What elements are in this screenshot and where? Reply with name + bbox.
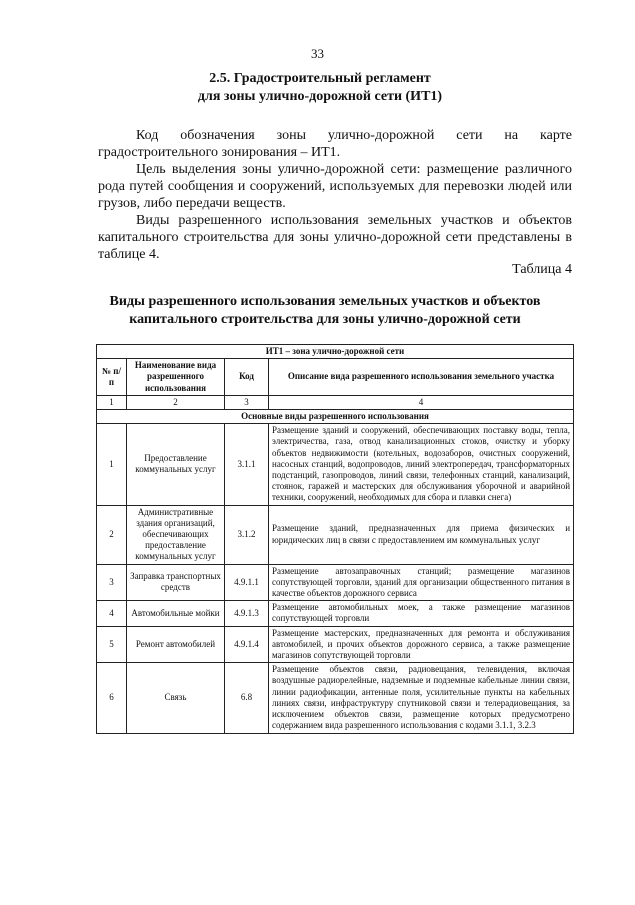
section-title: Основные виды разрешенного использования <box>97 410 574 424</box>
row-description: Размещение мастерских, предназначенных для ремонта и обслуживания автомобилей, и прочих объектов дорожного сервиса, а также размещение магазинов сопутствующей торговли <box>269 626 574 663</box>
section-heading-line-2: для зоны улично-дорожной сети (ИТ1) <box>197 89 443 104</box>
table-row <box>97 663 574 733</box>
section-row <box>97 410 574 424</box>
table-title-line-2: капитального строительства для зоны улично-дорожной сети <box>129 312 521 327</box>
row-description: Размещение объектов связи, радиовещания, телевидения, включая воздушные радиорелейные, надземные и подземные кабельные линии связи, линии радиофикации, антенные поля, усилительные пункты на кабельных линиях связи, инфраструктуру спутниковой связи и телерадиовещания, за исключением объектов связи, размещение которых предусмотрено содержанием вида разрешенного использования с кодами 3.1.1, 3.2.3 <box>269 663 574 733</box>
row-name: Связь <box>127 663 225 733</box>
column-number: 3 <box>225 395 269 409</box>
row-name: Ремонт автомобилей <box>127 626 225 663</box>
row-number: 4 <box>97 601 127 626</box>
header-code: Код <box>225 359 269 396</box>
permitted-uses-table <box>96 344 574 734</box>
table-title-line-1: Виды разрешенного использования земельных участков и объектов <box>109 294 541 309</box>
table-row <box>97 626 574 663</box>
header-name: Наименование вида разрешенного использования <box>127 359 225 396</box>
table-row <box>97 564 574 601</box>
zone-title: ИТ1 – зона улично-дорожной сети <box>97 345 574 359</box>
paragraph-table-intro: Виды разрешенного использования земельных участков и объектов капитального строительства для зоны улично-дорожной сети представлены в таблице 4. <box>98 213 572 262</box>
row-number: 1 <box>97 424 127 505</box>
zone-title-row <box>97 345 574 359</box>
row-name: Автомобильные мойки <box>127 601 225 626</box>
column-number-row <box>97 395 574 409</box>
paragraph-code: Код обозначения зоны улично-дорожной сети на карте градостроительного зонирования – ИТ1. <box>98 128 572 160</box>
table-row <box>97 601 574 626</box>
row-name: Административные здания организаций, обеспечивающих предоставление коммунальных услуг <box>127 505 225 564</box>
row-code: 4.9.1.1 <box>225 564 269 601</box>
row-number: 6 <box>97 663 127 733</box>
column-number: 2 <box>127 395 225 409</box>
column-number: 4 <box>269 395 574 409</box>
row-number: 2 <box>97 505 127 564</box>
page-number: 33 <box>311 46 324 61</box>
section-heading-line-1: 2.5. Градостроительный регламент <box>209 71 431 86</box>
row-code: 4.9.1.3 <box>225 601 269 626</box>
table-caption: Таблица 4 <box>512 262 572 277</box>
row-code: 4.9.1.4 <box>225 626 269 663</box>
row-code: 3.1.2 <box>225 505 269 564</box>
header-num: № п/п <box>97 359 127 396</box>
table-row <box>97 505 574 564</box>
row-number: 3 <box>97 564 127 601</box>
row-code: 6.8 <box>225 663 269 733</box>
table-row <box>97 424 574 505</box>
row-description: Размещение зданий и сооружений, обеспечивающих поставку воды, тепла, электричества, газа, отвод канализационных стоков, очистку и уборку объектов недвижимости (котельных, водозаборов, очистных сооружений, насосных станций, водопроводов, линий электропередач, трансформаторных подстанций, газопроводов, линий связи, телефонных станций, канализаций, стоянок, гаражей и мастерских для обслуживания уборочной и аварийной техники, сооружений, необходимых для сбора и плавки снега) <box>269 424 574 505</box>
table-title <box>60 293 590 329</box>
row-code: 3.1.1 <box>225 424 269 505</box>
column-number: 1 <box>97 395 127 409</box>
row-description: Размещение зданий, предназначенных для приема физических и юридических лиц в связи с предоставлением им коммунальных услуг <box>269 505 574 564</box>
header-description: Описание вида разрешенного использования земельного участка <box>269 359 574 396</box>
row-name: Предоставление коммунальных услуг <box>127 424 225 505</box>
row-description: Размещение автомобильных моек, а также размещение магазинов сопутствующей торговли <box>269 601 574 626</box>
header-row <box>97 359 574 396</box>
paragraph-purpose: Цель выделения зоны улично-дорожной сети: размещение различного рода путей сообщения и сооружений, используемых для перевозки людей или грузов, либо передачи веществ. <box>98 162 572 211</box>
row-number: 5 <box>97 626 127 663</box>
row-description: Размещение автозаправочных станций; размещение магазинов сопутствующей торговли, зданий для организации общественного питания в качестве объектов дорожного сервиса <box>269 564 574 601</box>
section-heading <box>60 70 580 106</box>
row-name: Заправка транспортных средств <box>127 564 225 601</box>
